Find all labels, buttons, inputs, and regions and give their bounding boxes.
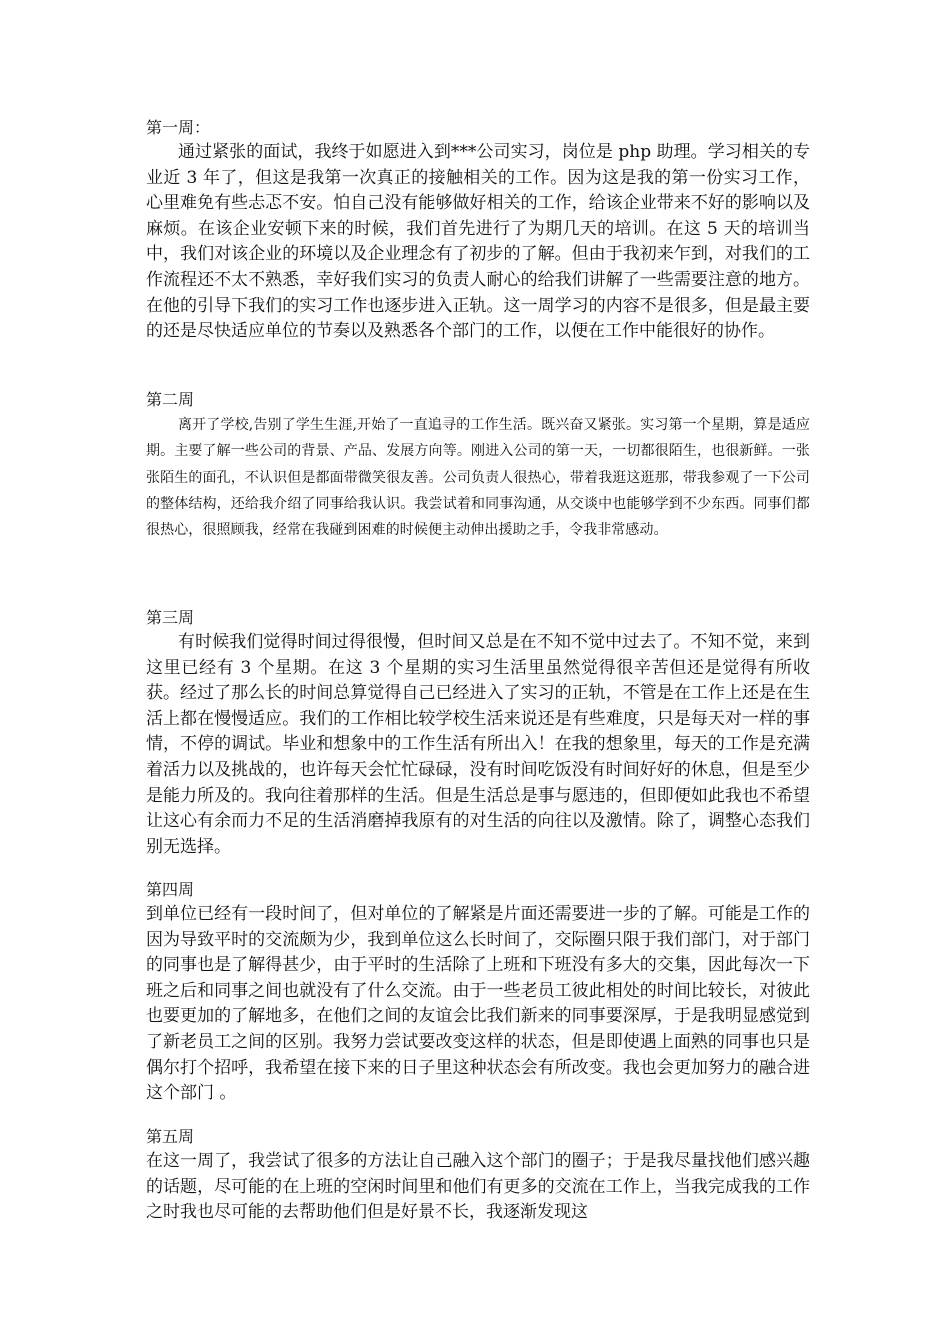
week-three-section xyxy=(146,606,810,860)
week-three-body: 有时候我们觉得时间过得很慢，但时间又总是在不知不觉中过去了。不知不觉，来到这里已经有 3 个星期。在这 3 个星期的实习生活里虽然觉得很辛苦但还是觉得有所收获。经过了那么长的时间总算觉得自己已经进入了实习的正轨，不管是在工作上还是在生活上都在慢慢适应。我们的工作相比较学校生活来说还是有些难度，只是每天对一样的事情，不停的调试。毕业和想象中的工作生活有所出入！在我的想象里，每天的工作是充满着活力以及挑战的，也许每天会忙忙碌碌，没有时间吃饭没有时间好好的休息，但是至少是能力所及的。我向往着那样的生活。但是生活总是事与愿违的，但即便如此我也不希望让这心有余而力不足的生活消磨掉我原有的对生活的向往以及激情。除了，调整心态我们别无选择。 xyxy=(146,632,810,857)
week-three-heading: 第三周 xyxy=(146,608,195,627)
week-four-heading: 第四周 xyxy=(146,880,195,899)
week-two-section xyxy=(146,388,810,543)
week-one-body: 通过紧张的面试，我终于如愿进入到***公司实习，岗位是 php 助理。学习相关的专业近 3 年了，但这是我第一次真正的接触相关的工作。因为这是我的第一份实习工作，心里难免有些忐忑不安。怕自己没有能够做好相关的工作，给该企业带来不好的影响以及麻烦。在该企业安顿下来的时候，我们首先进行了为期几天的培训。在这 5 天的培训当中，我们对该企业的环境以及企业理念有了初步的了解。但由于我初来乍到，对我们的工作流程还不太不熟悉，幸好我们实习的负责人耐心的给我们讲解了一些需要注意的地方。在他的引导下我们的实习工作也逐步进入正轨。这一周学习的内容不是很多，但是最主要的还是尽快适应单位的节奏以及熟悉各个部门的工作，以便在工作中能很好的协作。 xyxy=(146,142,810,342)
week-five-heading: 第五周 xyxy=(146,1127,195,1146)
week-four-body: 到单位已经有一段时间了，但对单位的了解紧是片面还需要进一步的了解。可能是工作的因为导致平时的交流颇为少，我到单位这么长时间了，交际圈只限于我们部门，对于部门的同事也是了解得甚少，由于平时的生活除了上班和下班没有多大的交集，因此每次一下班之后和同事之间也就没有了什么交流。由于一些老员工彼此相处的时间比较长，对彼此也要更加的了解地多，在他们之间的友谊会比我们新来的同事要深厚，于是我明显感觉到了新老员工之间的区别。我努力尝试要改变这样的状态，但是即使遇上面熟的同事也只是偶尔打个招呼，我希望在接下来的日子里这种状态会有所改变。我也会更加努力的融合进这个部门 。 xyxy=(146,904,810,1104)
week-one-heading: 第一周： xyxy=(146,118,211,137)
week-two-heading: 第二周 xyxy=(146,390,195,409)
week-four-section xyxy=(146,878,810,1107)
week-five-body: 在这一周了，我尝试了很多的方法让自己融入这个部门的圈子；于是我尽量找他们感兴趣的话题，尽可能的在上班的空闲时间里和他们有更多的交流在工作上，当我完成我的工作之时我也尽可能的去帮助他们但是好景不长，我逐渐发现这 xyxy=(146,1151,810,1223)
week-two-body: 离开了学校,告别了学生生涯,开始了一直追寻的工作生活。既兴奋又紧张。实习第一个星期，算是适应期。主要了解一些公司的背景、产品、发展方向等。刚进入公司的第一天，一切都很陌生，也很新鲜。一张张陌生的面孔，不认识但是都面带微笑很友善。公司负责人很热心，带着我逛这逛那，带我参观了一下公司的整体结构，还给我介绍了同事给我认识。我尝试着和同事沟通，从交谈中也能够学到不少东西。同事们都很热心，很照顾我，经常在我碰到困难的时候便主动伸出援助之手，令我非常感动。 xyxy=(146,417,810,539)
week-one-section xyxy=(146,116,810,345)
week-five-section xyxy=(146,1125,810,1226)
